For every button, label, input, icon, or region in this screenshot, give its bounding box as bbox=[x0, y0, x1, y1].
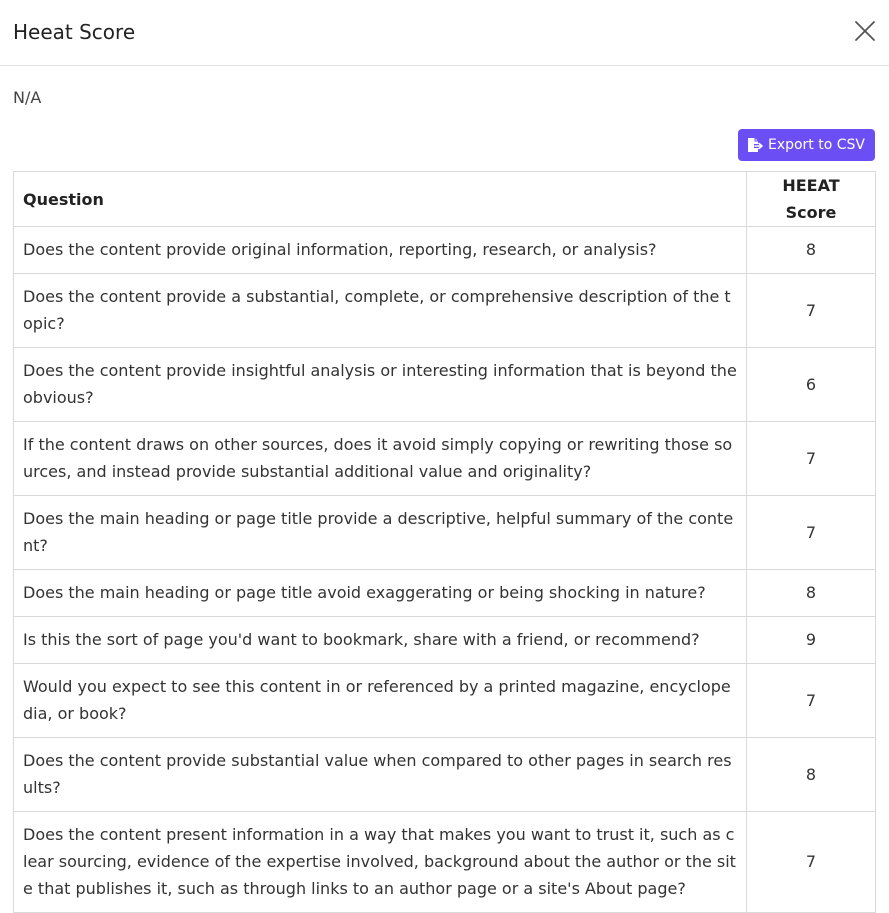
table-row bbox=[14, 738, 876, 812]
question-cell: Does the content provide substantial value when compared to other pages in search results? bbox=[14, 738, 747, 812]
column-header-heeat-score: HEEAT Score bbox=[747, 172, 876, 227]
table-row bbox=[14, 496, 876, 570]
question-cell: Is this the sort of page you'd want to bookmark, share with a friend, or recommend? bbox=[14, 617, 747, 664]
table-row bbox=[14, 348, 876, 422]
score-cell: 8 bbox=[747, 570, 876, 617]
score-cell: 8 bbox=[747, 227, 876, 274]
heeat-score-table bbox=[13, 171, 876, 913]
table-row bbox=[14, 617, 876, 664]
score-cell: 7 bbox=[747, 664, 876, 738]
question-cell: If the content draws on other sources, does it avoid simply copying or rewriting those sources, and instead provide substantial additional value and originality? bbox=[14, 422, 747, 496]
question-cell: Does the main heading or page title avoid exaggerating or being shocking in nature? bbox=[14, 570, 747, 617]
modal-title: Heeat Score bbox=[13, 19, 136, 44]
file-export-icon bbox=[747, 137, 764, 153]
modal-header bbox=[0, 0, 889, 66]
score-cell: 6 bbox=[747, 348, 876, 422]
table-row bbox=[14, 812, 876, 913]
table-row bbox=[14, 664, 876, 738]
score-cell: 8 bbox=[747, 738, 876, 812]
modal-body bbox=[0, 66, 889, 913]
table-row bbox=[14, 422, 876, 496]
table-row bbox=[14, 274, 876, 348]
na-text: N/A bbox=[13, 88, 42, 107]
score-cell: 7 bbox=[747, 496, 876, 570]
column-header-question: Question bbox=[14, 172, 747, 227]
question-cell: Does the main heading or page title provide a descriptive, helpful summary of the content? bbox=[14, 496, 747, 570]
toolbar bbox=[13, 129, 875, 161]
question-cell: Would you expect to see this content in or referenced by a printed magazine, encyclopedia, or book? bbox=[14, 664, 747, 738]
export-button-label: Export to CSV bbox=[767, 137, 865, 153]
score-cell: 7 bbox=[747, 812, 876, 913]
export-to-csv-button[interactable] bbox=[738, 129, 875, 161]
score-cell: 7 bbox=[747, 274, 876, 348]
table-row bbox=[14, 227, 876, 274]
close-button[interactable] bbox=[853, 19, 877, 43]
question-cell: Does the content present information in a way that makes you want to trust it, such as clear sourcing, evidence of the expertise involved, background about the author or the site that publishes it, such as through links to an author page or a site's About page? bbox=[14, 812, 747, 913]
table-row bbox=[14, 570, 876, 617]
close-icon bbox=[855, 21, 875, 41]
question-cell: Does the content provide a substantial, complete, or comprehensive description of the topic? bbox=[14, 274, 747, 348]
question-cell: Does the content provide insightful analysis or interesting information that is beyond the obvious? bbox=[14, 348, 747, 422]
score-cell: 9 bbox=[747, 617, 876, 664]
score-cell: 7 bbox=[747, 422, 876, 496]
table-header-row bbox=[14, 172, 876, 227]
question-cell: Does the content provide original information, reporting, research, or analysis? bbox=[14, 227, 747, 274]
